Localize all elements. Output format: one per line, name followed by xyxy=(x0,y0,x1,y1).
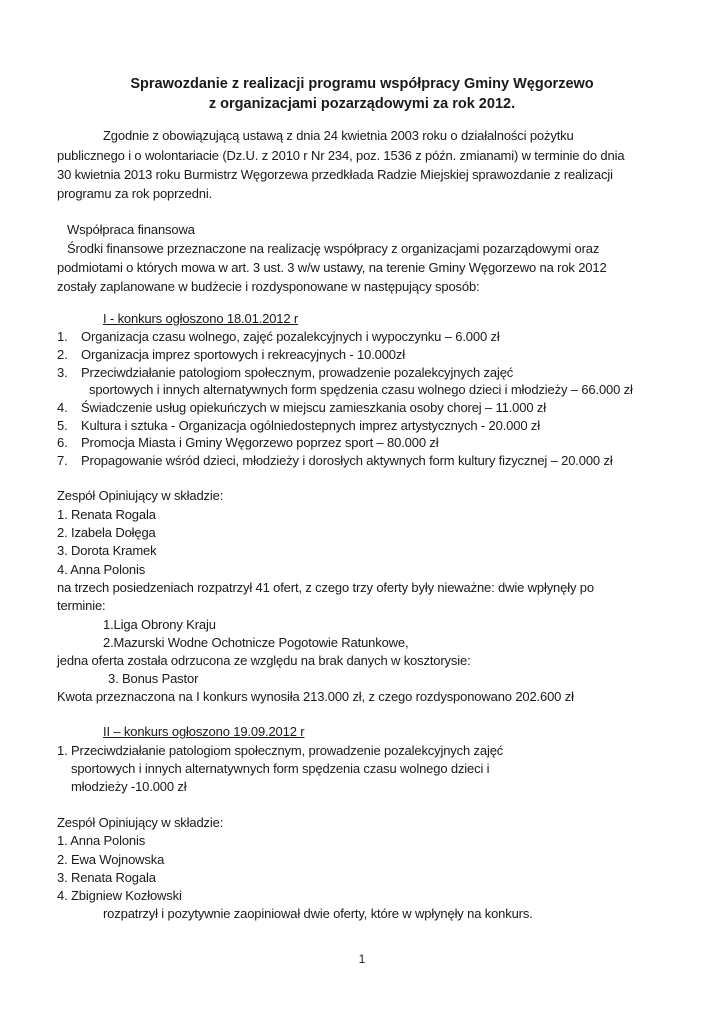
summary-line: rozpatrzył i pozytywnie zaopiniował dwie oferty, które w wpłynęły na konkurs. xyxy=(103,906,533,921)
list-item xyxy=(57,435,438,451)
late-offer: 1.Liga Obrony Kraju xyxy=(103,617,216,632)
list-item xyxy=(57,347,405,363)
list-item-continuation xyxy=(89,382,633,398)
list-item-text: Organizacja imprez sportowych i rekreacyjnych - 10.000zł xyxy=(81,347,405,362)
list-item-text: Propagowanie wśród dzieci, młodzieży i dorosłych aktywnych form kultury fizycznej – 20.000 zł xyxy=(81,453,613,468)
committee-member: 1. Renata Rogala xyxy=(57,507,156,522)
committee-member: 2. Izabela Dołęga xyxy=(57,525,156,540)
committee-member: 4. Zbigniew Kozłowski xyxy=(57,888,182,903)
intro-line: 30 kwietnia 2013 roku Burmistrz Węgorzewa przedkłada Radzie Miejskiej sprawozdanie z realizacji xyxy=(57,167,613,182)
list-item xyxy=(57,418,540,434)
page-number: 1 xyxy=(358,952,366,966)
list-item-text: Przeciwdziałanie patologiom społecznym, prowadzenie pozalekcyjnych zajęć xyxy=(81,365,514,380)
summary-line: na trzech posiedzeniach rozpatrzył 41 ofert, z czego trzy oferty były nieważne: dwie wpłynęły po xyxy=(57,580,594,595)
list-item xyxy=(57,400,546,416)
contest1-heading: I - konkurs ogłoszono 18.01.2012 r xyxy=(103,311,299,326)
list-item xyxy=(57,453,613,469)
intro-line: Zgodnie z obowiązującą ustawą z dnia 24 kwietnia 2003 roku o działalności pożytku xyxy=(103,128,574,143)
list-item xyxy=(57,365,513,381)
amount-line: Kwota przeznaczona na I konkurs wynosiła 213.000 zł, z czego rozdysponowano 202.600 zł xyxy=(57,689,574,704)
financial-line: Środki finansowe przeznaczone na realizację współpracy z organizacjami pozarządowymi oraz xyxy=(67,241,600,256)
list-item-number: 2. xyxy=(57,347,68,362)
financial-heading: Współpraca finansowa xyxy=(67,222,195,237)
list-item-number: 3. xyxy=(57,365,68,380)
committee-member: 3. Renata Rogala xyxy=(57,870,156,885)
contest2-item-line: młodzieży -10.000 zł xyxy=(71,779,187,794)
committee-member: 2. Ewa Wojnowska xyxy=(57,852,165,867)
list-item-number: 7. xyxy=(57,453,68,468)
financial-line: zostały zaplanowane w budżecie i rozdysponowane w następujący sposób: xyxy=(57,279,480,294)
list-item-text: sportowych i innych alternatywnych form spędzenia czasu wolnego dzieci i młodzieży – 66.000 zł xyxy=(89,382,633,397)
list-item-text: Organizacja czasu wolnego, zajęć pozalekcyjnych i wypoczynku – 6.000 zł xyxy=(81,329,500,344)
list-item-number: 1. xyxy=(57,329,68,344)
title-line-2: z organizacjami pozarządowymi za rok 2012. xyxy=(208,96,516,112)
contest2-item-line: sportowych i innych alternatywnych form spędzenia czasu wolnego dzieci i xyxy=(71,761,490,776)
rejected-note: jedna oferta została odrzucona ze względu na brak danych w kosztorysie: xyxy=(57,653,471,668)
intro-line: publicznego i o wolontariacie (Dz.U. z 2010 r Nr 234, poz. 1536 z późn. zmianami) w terminie do dnia xyxy=(57,148,625,163)
title-line-1: Sprawozdanie z realizacji programu współpracy Gminy Węgorzewo xyxy=(130,76,594,92)
contest2-item-line: 1. Przeciwdziałanie patologiom społecznym, prowadzenie pozalekcyjnych zajęć xyxy=(57,743,504,758)
list-item-text: Kultura i sztuka - Organizacja ogólniedostepnych imprez artystycznych - 20.000 zł xyxy=(81,418,540,433)
committee-heading: Zespół Opiniujący w składzie: xyxy=(57,815,224,830)
summary-line: terminie: xyxy=(57,598,106,613)
list-item-number: 5. xyxy=(57,418,68,433)
list-item-number: 6. xyxy=(57,435,68,450)
intro-line: programu za rok poprzedni. xyxy=(57,186,213,201)
committee-member: 1. Anna Polonis xyxy=(57,833,146,848)
contest2-heading: II – konkurs ogłoszono 19.09.2012 r xyxy=(103,724,305,739)
committee-member: 3. Dorota Kramek xyxy=(57,543,157,558)
financial-line: podmiotami o których mowa w art. 3 ust. 3 w/w ustawy, na terenie Gminy Węgorzewo na rok 2012 xyxy=(57,260,607,275)
list-item xyxy=(57,329,500,345)
list-item-number: 4. xyxy=(57,400,68,415)
committee-heading: Zespół Opiniujący w składzie: xyxy=(57,488,224,503)
list-item-text: Promocja Miasta i Gminy Węgorzewo poprzez sport – 80.000 zł xyxy=(81,435,439,450)
list-item-text: Świadczenie usług opiekuńczych w miejscu zamieszkania osoby chorej – 11.000 zł xyxy=(81,400,546,415)
committee-member: 4. Anna Polonis xyxy=(57,562,146,577)
rejected-offer: 3. Bonus Pastor xyxy=(108,671,199,686)
late-offer: 2.Mazurski Wodne Ochotnicze Pogotowie Ratunkowe, xyxy=(103,635,409,650)
